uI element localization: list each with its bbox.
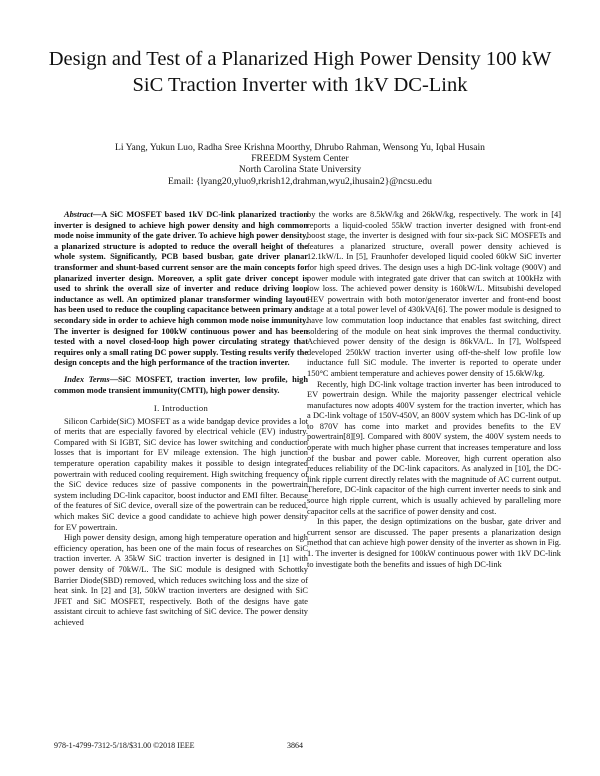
paper-title: Design and Test of a Planarized High Power Density 100 kW SiC Traction Inverter with 1kV DC-Link — [48, 48, 552, 96]
page-number: 3864 — [287, 741, 303, 750]
footer-isbn: 978-1-4799-7312-5/18/$31.00 ©2018 IEEE — [54, 741, 195, 750]
abstract — [54, 210, 308, 369]
abstract-text: —A SiC MOSFET based 1kV DC-link planarized traction inverter is designed to achieve high power density and high common mode noise immunity of the gate driver. To achieve high power density, a planarized structure is adopted to reduce the overall height of the whole system. Significantly, PCB based busbar, gate driver planar transformer and shunt-based current sensor are the main concepts for planarized inverter design. Moreover, a split gate driver concept is used to shrink the overall size of inverter and reduce driving loop inductance as well. An optimized planar transformer winding layout has been used to reduce the coupling capacitance between primary and secondary side in order to achieve high common mode noise immunity. The inverter is designed for 100kW continuous power and has been tested with a novel closed-loop high power circulating strategy that requires only a small rating DC power supply. Testing results verify the design concepts and the high performance of the traction inverter. — [54, 210, 308, 368]
paragraph: In this paper, the design optimizations on the busbar, gate driver and current sensor are discussed. The paper presents a planarization design method that can achieve high power density of the inverter as shown in Fig. 1. The inverter is designed for 100kW continuous power with 1kV DC-link to investigate both the benefits and issues of high DC-link — [307, 517, 561, 569]
section-heading-introduction: I. Introduction — [153, 403, 209, 414]
left-column — [54, 210, 308, 629]
author-email: Email: {lyang20,yluo9,rkrish12,drahman,wyu2,ihusain2}@ncsu.edu — [168, 175, 432, 187]
affiliation-university: North Carolina State University — [238, 164, 362, 176]
paragraph: Silicon Carbide(SiC) MOSFET as a wide bandgap device provides a lot of merits that are especially favored by electrical vehicle (EV) industry. Compared with Si IGBT, SiC device has lower switching and conduction losses that is important for EV mileage extension. The high junction temperature operation capability makes it possible to design integrated powertrain with reduced cooling requirement. High switching frequency of the SiC device reduces size of passive components in the powertrain system including DC-link capacitor, boost inductor and EMI filter. Because of the features of SiC device, overall size of the powertrain can be reduced, which makes SiC device a good candidate to achieve high power density for EV powertrain. — [54, 416, 308, 532]
paragraph: by the works are 8.5kW/kg and 26kW/kg, respectively. The work in [4] reports a liquid-cooled 55kW traction inverter designed with front-end boost stage, the inverter is designed with four six-pack SiC MOSFETs and features a planarized structure, overall power density achieved is 12.1kW/L. In [5], Fraunhofer developed liquid cooled 60kW SiC inverter for high speed drives. The design uses a high DC-link voltage (900V) and power module with integrated gate driver that can switch at 100kHz with low loss. The achieved power density is 160kW/L. Mitsubishi developed HEV powertrain with both motor/generator inverter and front-end boost stage at a total power level of 430kVA[6]. The power module is designed to have low commutation loop inductance that enables fast switching, direct soldering of the module on heat sink improves the thermal conductivity. Achieved power density of the design is 86kVA/L. In [7], Wolfspeed developed 250kW traction inverter using off-the-shelf low profile low inductance full SiC module. The inverter is reported to operate under 150°C ambient temperature and achieves power density of 15.6kW/kg. — [307, 210, 561, 378]
index-terms — [54, 375, 308, 396]
author-list: Li Yang, Yukun Luo, Radha Sree Krishna Moorthy, Dhrubo Rahman, Wensong Yu, Iqbal Husain — [115, 142, 485, 153]
paragraph: Recently, high DC-link voltage traction inverter has been introduced to EV powertrain design. While the majority passenger electrical vehicle manufactures now adopts 400V system for the traction inverter, which has a DC-link voltage of 150V-450V, an 800V system which has DC-link of up to 870V has come into market and provides benefits to the EV powertrain[8][9]. Compared with 800V system, the 400V system needs to operate with much higher phase current that increases temperature and loss of the busbar and power cable. Moreover, high current operation also reduces reliability of the DC-link capacitors. As analyzed in [10], the DC-link ripple current directly relates with the magnitude of AC current output. Therefore, DC-link capacitor of the high current inverter needs to sink and source high ripple current, which is usually achieved by paralleling more capacitor cells at the sacrifice of power density and cost. — [307, 379, 561, 516]
author-block — [40, 142, 560, 187]
abstract-lead: Abstract — [64, 210, 93, 219]
affiliation-center: FREEDM System Center — [251, 153, 349, 165]
right-column — [307, 210, 561, 570]
paragraph: High power density design, among high temperature operation and high efficiency operation, has been one of the main focus of researches on SiC traction inverter. A 35kW SiC traction inverter is designed in [1] with power density of 70kW/L. The SiC module is designed with Schottky Barrier Diode(SBD) removed, which reduces switching loss and the size of heat sink. In [2] and [3], 50kW traction inverters are designed with SiC JFET and SiC MOSFET, respectively. Both of the designs have gate assistant circuit to achieve fast switching of SiC device. The power density achieved — [54, 533, 308, 627]
index-terms-text: —SiC MOSFET, traction inverter, low profile, high common mode transient immunity(CMTI), high power density. — [54, 374, 308, 395]
index-terms-lead: Index Terms — [64, 374, 110, 384]
